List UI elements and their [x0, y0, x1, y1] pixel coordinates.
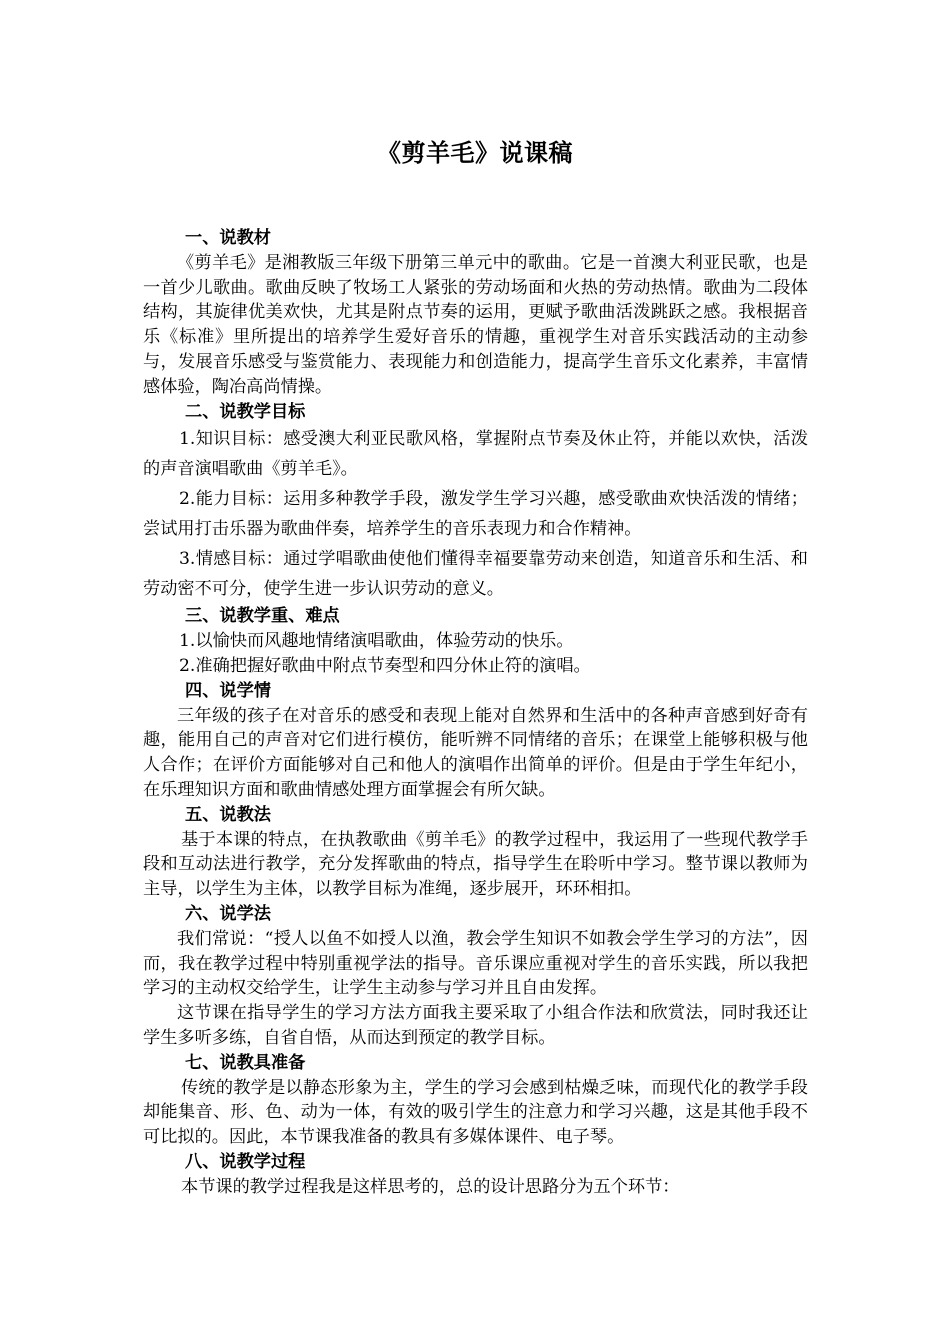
- section-paragraph: 3.情感目标：通过学唱歌曲使他们懂得幸福要靠劳动来创造，知道音乐和生活、和劳动密不可分，使学生进一步认识劳动的意义。: [143, 549, 808, 600]
- section-paragraph: 本节课的教学过程我是这样思考的，总的设计思路分为五个环节：: [181, 1176, 680, 1197]
- section-paragraph: 三年级的孩子在对音乐的感受和表现上能对自然界和生活中的各种声音感到好奇有趣，能用自己的声音对它们进行模仿，能听辨不同情绪的音乐；在课堂上能够积极与他人合作；在评价方面能够对自己和他人的演唱作出简单的评价。但是由于学生年纪小，在乐理知识方面和歌曲情感处理方面掌握会有所欠缺。: [143, 705, 808, 800]
- section-paragraph: 2.能力目标：运用多种教学手段，激发学生学习兴趣，感受歌曲欢快活泼的情绪；尝试用打击乐器为歌曲伴奏，培养学生的音乐表现力和合作精神。: [143, 489, 808, 540]
- section-paragraph: 这节课在指导学生的学习方法方面我主要采取了小组合作法和欣赏法，同时我还让学生多听多练，自省自悟，从而达到预定的教学目标。: [143, 1003, 808, 1048]
- section-list-item: 1.以愉快而风趣地情绪演唱歌曲，体验劳动的快乐。: [179, 631, 574, 652]
- section-heading: 三、说教学重、难点: [185, 606, 340, 627]
- document-body: [143, 226, 808, 1200]
- section-heading: 五、说教法: [185, 804, 271, 825]
- section-heading: 一、说教材: [185, 228, 271, 248]
- section-heading: 四、说学情: [185, 680, 271, 701]
- section-list-item: 2.准确把握好歌曲中附点节奏型和四分休止符的演唱。: [179, 655, 591, 676]
- section-paragraph: 基于本课的特点，在执教歌曲《剪羊毛》的教学过程中，我运用了一些现代教学手段和互动法进行教学，充分发挥歌曲的特点，指导学生在聆听中学习。整节课以教师为主导，以学生为主体，以教学目标为准绳，逐步展开，环环相扣。: [143, 829, 808, 900]
- section-heading: 八、说教学过程: [185, 1151, 306, 1172]
- document-title: 《剪羊毛》说课稿: [377, 138, 573, 167]
- section-paragraph: 1.知识目标：感受澳大利亚民歌风格，掌握附点节奏及休止符，并能以欢快，活泼的声音演唱歌曲《剪羊毛》。: [143, 429, 808, 480]
- section-heading: 二、说教学目标: [185, 401, 306, 422]
- section-paragraph: 《剪羊毛》是湘教版三年级下册第三单元中的歌曲。它是一首澳大利亚民歌，也是一首少儿歌曲。歌曲反映了牧场工人紧张的劳动场面和火热的劳动热情。歌曲为二段体结构，其旋律优美欢快，尤其是附点节奏的运用，更赋予歌曲活泼跳跃之感。我根据音乐《标准》里所提出的培养学生爱好音乐的情趣，重视学生对音乐实践活动的主动参与，发展音乐感受与鉴赏能力、表现能力和创造能力，提高学生音乐文化素养，丰富情感体验，陶冶高尚情操。: [143, 252, 808, 397]
- section-heading: 七、说教具准备: [185, 1052, 306, 1073]
- section-heading: 六、说学法: [185, 903, 271, 924]
- section-paragraph: 我们常说：“授人以鱼不如授人以渔，教会学生知识不如教会学生学习的方法”，因而，我在教学过程中特别重视学法的指导。音乐课应重视对学生的音乐实践，所以我把学习的主动权交给学生，让学生主动参与学习并且自由发挥。: [143, 928, 808, 999]
- section-paragraph: 传统的教学是以静态形象为主，学生的学习会感到枯燥乏味，而现代化的教学手段却能集音、形、色、动为一体，有效的吸引学生的注意力和学习兴趣，这是其他手段不可比拟的。因此，本节课我准备的教具有多媒体课件、电子琴。: [143, 1077, 808, 1148]
